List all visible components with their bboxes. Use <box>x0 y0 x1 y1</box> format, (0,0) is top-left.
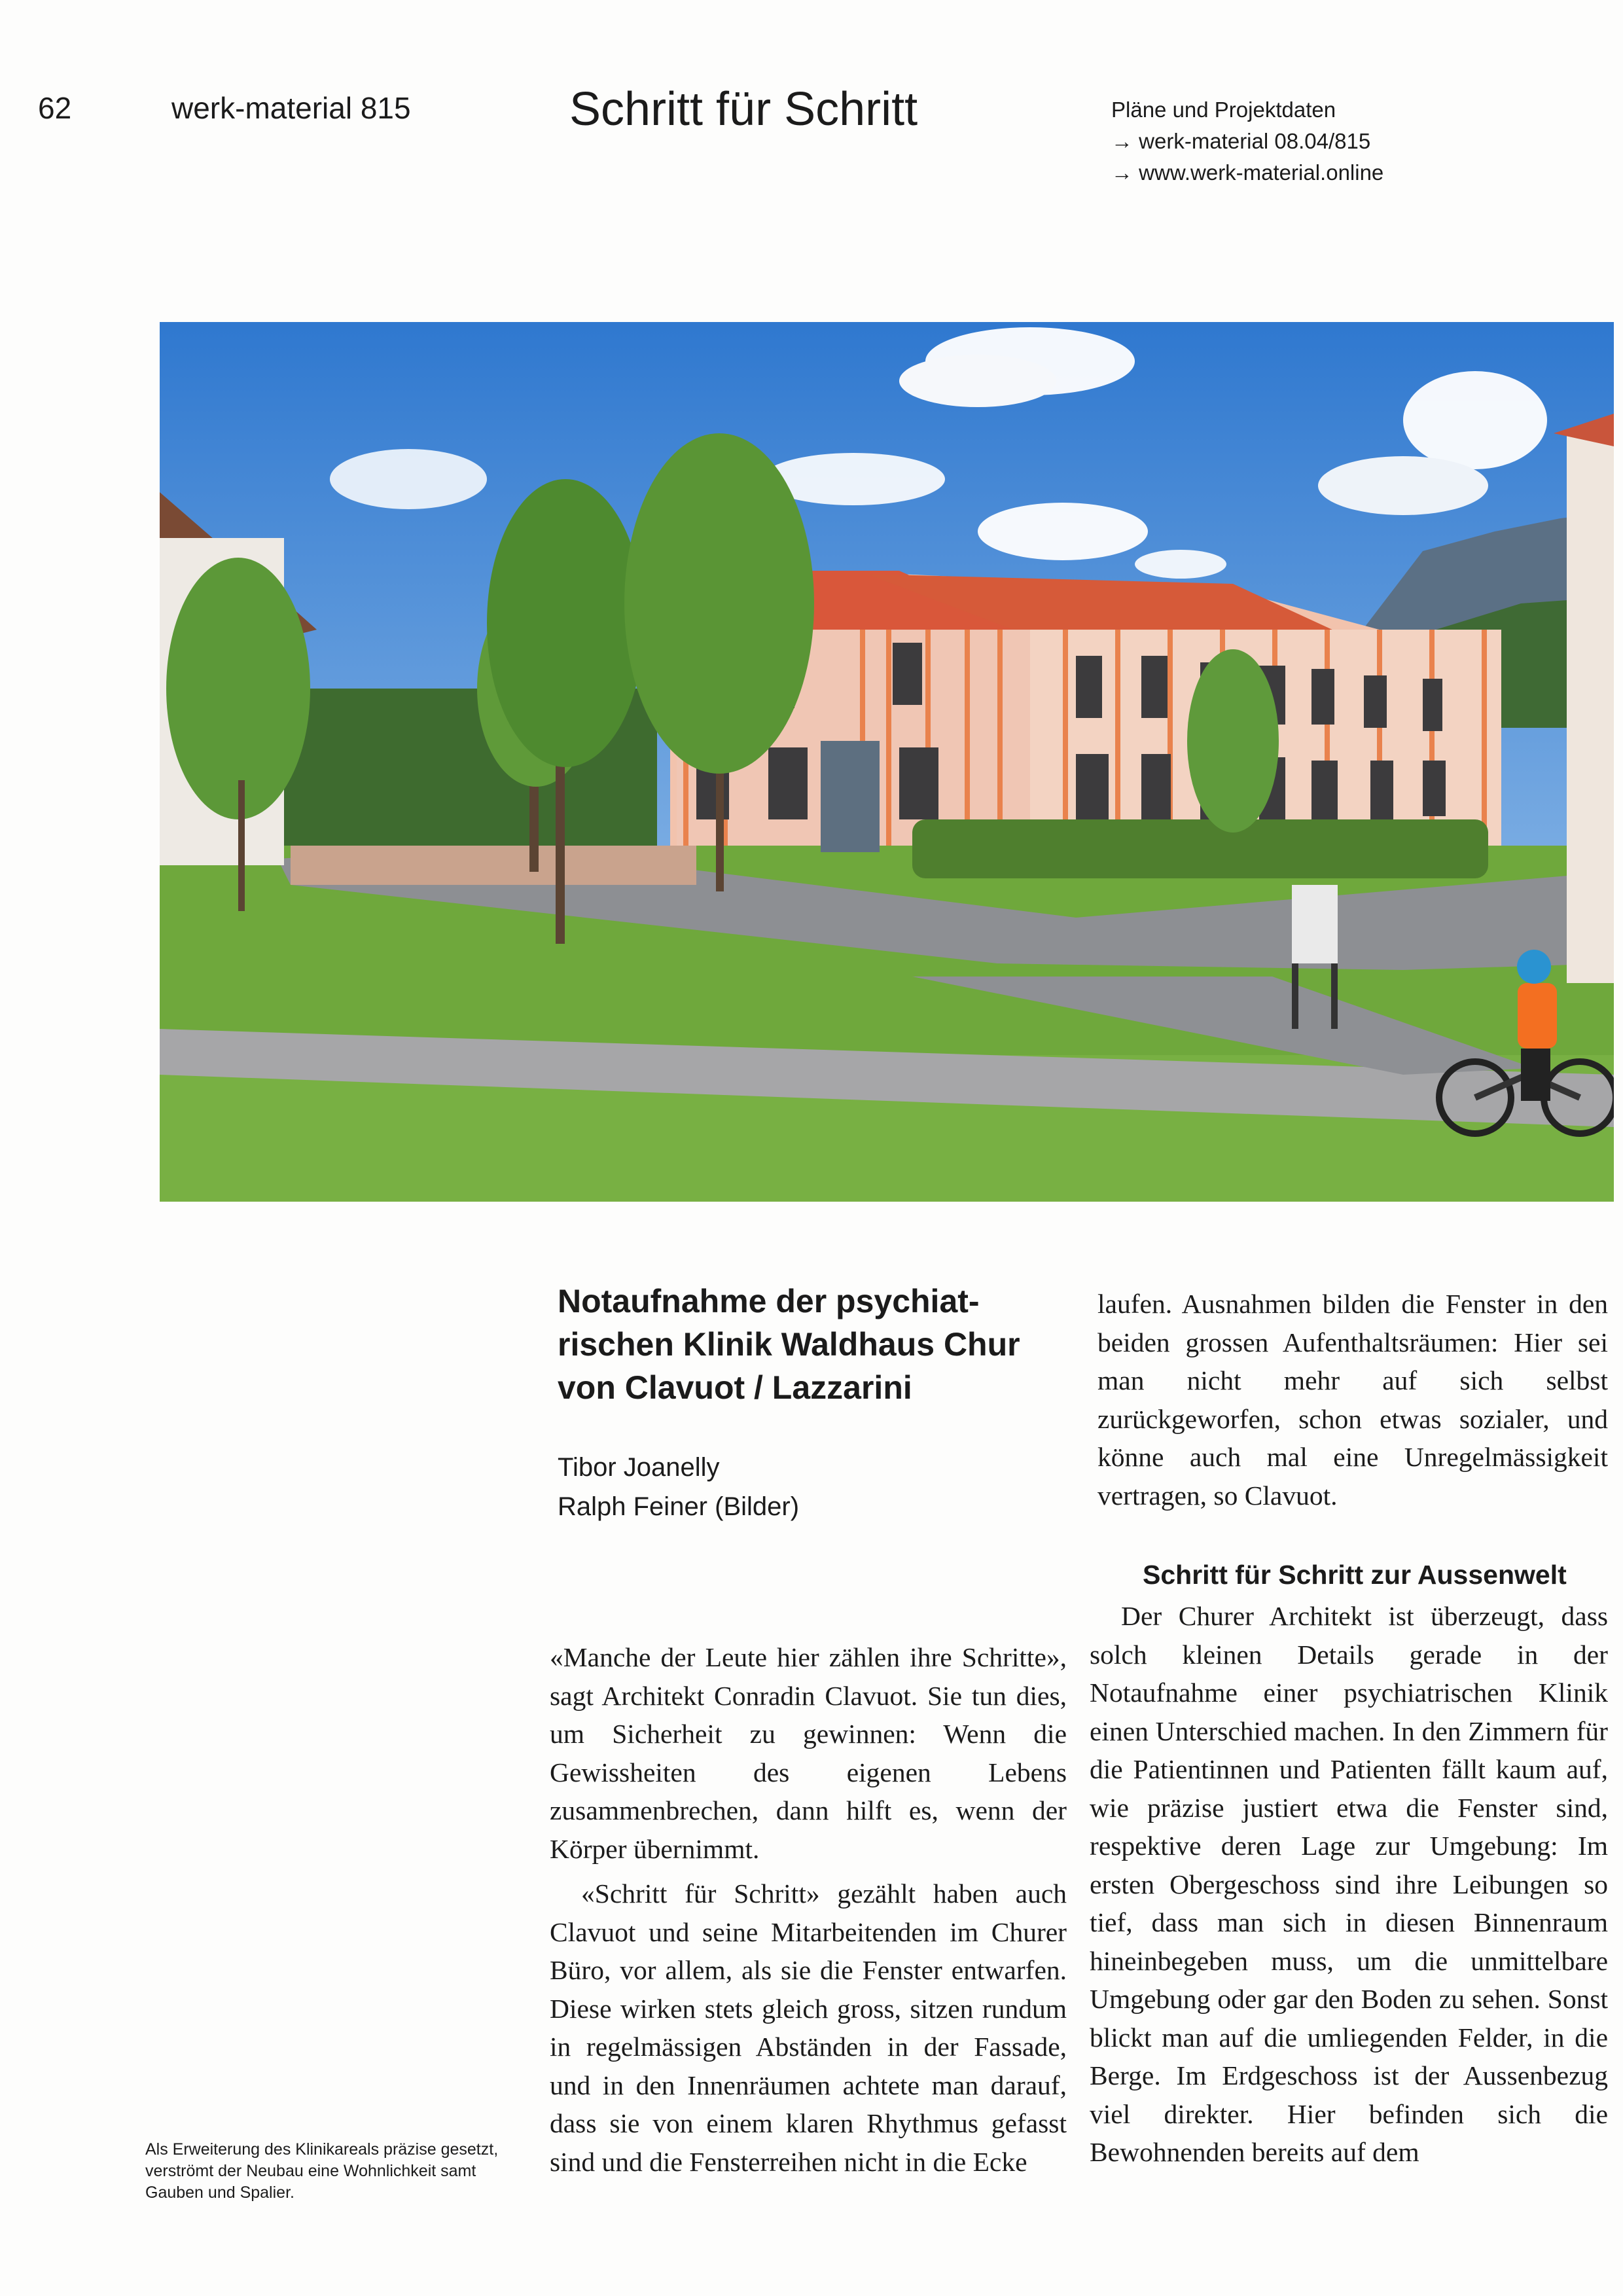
article-title-line: rischen Klinik Waldhaus Chur <box>558 1326 1020 1363</box>
paragraph: laufen. Ausnahmen bilden die Fenster in den beiden grossen Aufenthaltsräumen: Hier sei man nicht mehr auf sich selbst zurückgeworfen, schon etwas sozialer, und könne auch mal eine Unregelmässigkeit vertragen, so Clavuot. <box>1097 1289 1608 1511</box>
meta-line-website[interactable]: → www.werk-material.online <box>1111 160 1384 185</box>
page-number: 62 <box>38 91 72 125</box>
paragraph: Der Churer Architekt ist überzeugt, dass solch kleinen Details gerade in der Notaufnahme einer psychiatrischen Klinik einen Unterschied machen. In den Zimmern für die Patientinnen und Patienten fällt kaum auf, wie präzise justiert etwa die Fenster sind, respektive deren Lage zur Umgebung: Im ersten Obergeschoss sind ihre Leibungen so tief, dass man sich in diesen Binnenraum hineinbegeben muss, um die unmittelbare Umgebung oder gar den Boden zu sehen. Sonst blickt man auf die umliegenden Felder, in die Berge. Im Erdgeschoss ist der Aussenbezug viel direkter. Hier befinden sich die Bewohnenden bereits auf dem <box>1090 1601 1608 2167</box>
bylines <box>558 1448 799 1526</box>
article-title-line: von Clavuot / Lazzarini <box>558 1369 912 1406</box>
left-column-text <box>550 1638 1067 2181</box>
meta-line-plans: Pläne und Projektdaten <box>1111 98 1336 122</box>
magazine-title: werk-material 815 <box>171 91 411 125</box>
photo-credit: Ralph Feiner (Bilder) <box>558 1492 800 1521</box>
meta-block <box>1111 94 1383 188</box>
photo-caption: Als Erweiterung des Klinikareals präzise gesetzt, verströmt der Neubau eine Wohnlichkeit samt Gauben und Spalier. <box>145 2140 499 2202</box>
paragraph: «Manche der Leute hier zählen ihre Schritte», sagt Architekt Conradin Clavuot. Sie tun dies, um Sicherheit zu gewinnen: Wenn die Gewissheiten des eigenen Lebens zusammenbrechen, dann hilft es, wenn der Körper übernimmt. <box>550 1642 1067 1864</box>
section-title: Schritt für Schritt <box>569 83 918 135</box>
article-title-line: Notaufnahme der psychiat- <box>558 1283 980 1319</box>
right-column-body-text <box>1090 1597 1608 2172</box>
article-title <box>558 1280 1068 1409</box>
right-column-top-text <box>1097 1285 1608 1515</box>
meta-line-issue: → werk-material 08.04/815 <box>1111 129 1371 153</box>
author-byline: Tibor Joanelly <box>558 1453 720 1482</box>
subheading: Schritt für Schritt zur Aussenwelt <box>1143 1560 1567 1590</box>
building-photo-icon <box>160 322 1614 1202</box>
paragraph: «Schritt für Schritt» gezählt haben auch Clavuot und seine Mitarbeitenden im Churer Büro, vor allem, als sie die Fenster entwarfen. Diese wirken stets gleich gross, sitzen rundum in regelmässigen Abständen in der Fassade, und in den Innenräumen achtete man darauf, dass sie von einem klaren Rhythmus gefasst sind und die Fensterreihen nicht in die Ecke <box>550 1878 1067 2177</box>
